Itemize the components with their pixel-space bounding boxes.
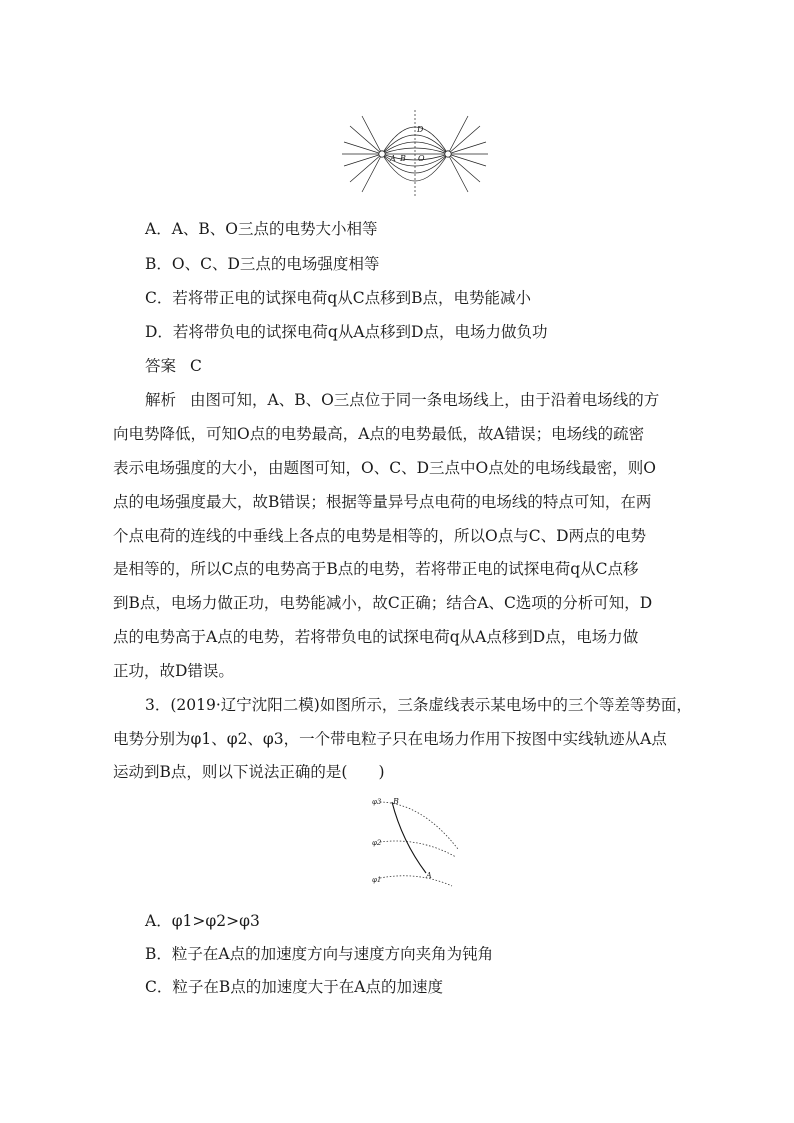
label-phi1: φ1 [372,876,382,884]
analysis-line-9: 正功，故D错误。 [113,662,234,680]
answer-label: 答案 [145,357,177,375]
label-b: B [400,154,406,163]
q3-stem-line-1: 3．(2019·辽宁沈阳二模)如图所示，三条虚线表示某电场中的三个等差等势面， [145,696,692,714]
label-d: D [417,125,424,134]
q2-option-d: D．若将带负电的试探电荷q从A点移到D点，电场力做负功 [145,323,548,341]
analysis-label: 解析 [145,391,177,409]
analysis-line-7: 到B点，电场力做正功，电势能减小，故C正确；结合A、C选项的分析可知，D [113,594,653,612]
analysis-line-1 [145,390,659,410]
q2-option-a: A．A、B、O三点的电势大小相等 [145,220,378,238]
label-o: O [418,154,425,163]
answer-value: C [190,357,202,375]
label-a-point: A [426,871,432,880]
analysis-line-2: 向电势降低，可知O点的电势最高，A点的电势最低，故A错误；电场线的疏密 [113,425,645,443]
q2-option-c: C．若将带正电的试探电荷q从C点移到B点，电势能减小 [145,289,532,307]
electric-field-lines-figure [340,106,490,198]
analysis-text: 由图可知，A、B、O三点位于同一条电场线上，由于沿着电场线的方 [190,391,660,409]
q2-option-b: B．O、C、D三点的电场强度相等 [145,255,380,273]
analysis-line-8: 点的电势高于A点的电势，若将带负电的试探电荷q从A点移到D点，电场力做 [113,628,639,646]
analysis-line-4: 点的电场强度最大，故B错误；根据等量异号点电荷的电场线的特点可知，在两 [113,493,652,511]
analysis-line-5: 个点电荷的连线的中垂线上各点的电势是相等的，所以O点与C、D两点的电势 [113,527,646,545]
equipotential-trajectory-figure [362,793,462,891]
label-a: A [390,154,396,163]
label-phi3: φ3 [372,798,382,806]
label-b-point: B [393,797,399,806]
q3-option-c: C．粒子在B点的加速度大于在A点的加速度 [145,978,443,996]
q3-option-a: A．φ1>φ2>φ3 [145,912,260,930]
analysis-line-3: 表示电场强度的大小，由题图可知，O、C、D三点中O点处的电场线最密，则O [113,459,656,477]
q3-stem-line-3: 运动到B点，则以下说法正确的是( ) [113,763,385,781]
analysis-line-6: 是相等的，所以C点的电势高于B点的电势，若将带正电的试探电荷q从C点移 [113,560,639,578]
label-phi2: φ2 [372,839,382,847]
q3-stem-line-2: 电势分别为φ1、φ2、φ3，一个带电粒子只在电场力作用下按图中实线轨迹从A点 [113,730,667,748]
q3-option-b: B．粒子在A点的加速度方向与速度方向夹角为钝角 [145,945,494,963]
answer-row [145,356,202,376]
